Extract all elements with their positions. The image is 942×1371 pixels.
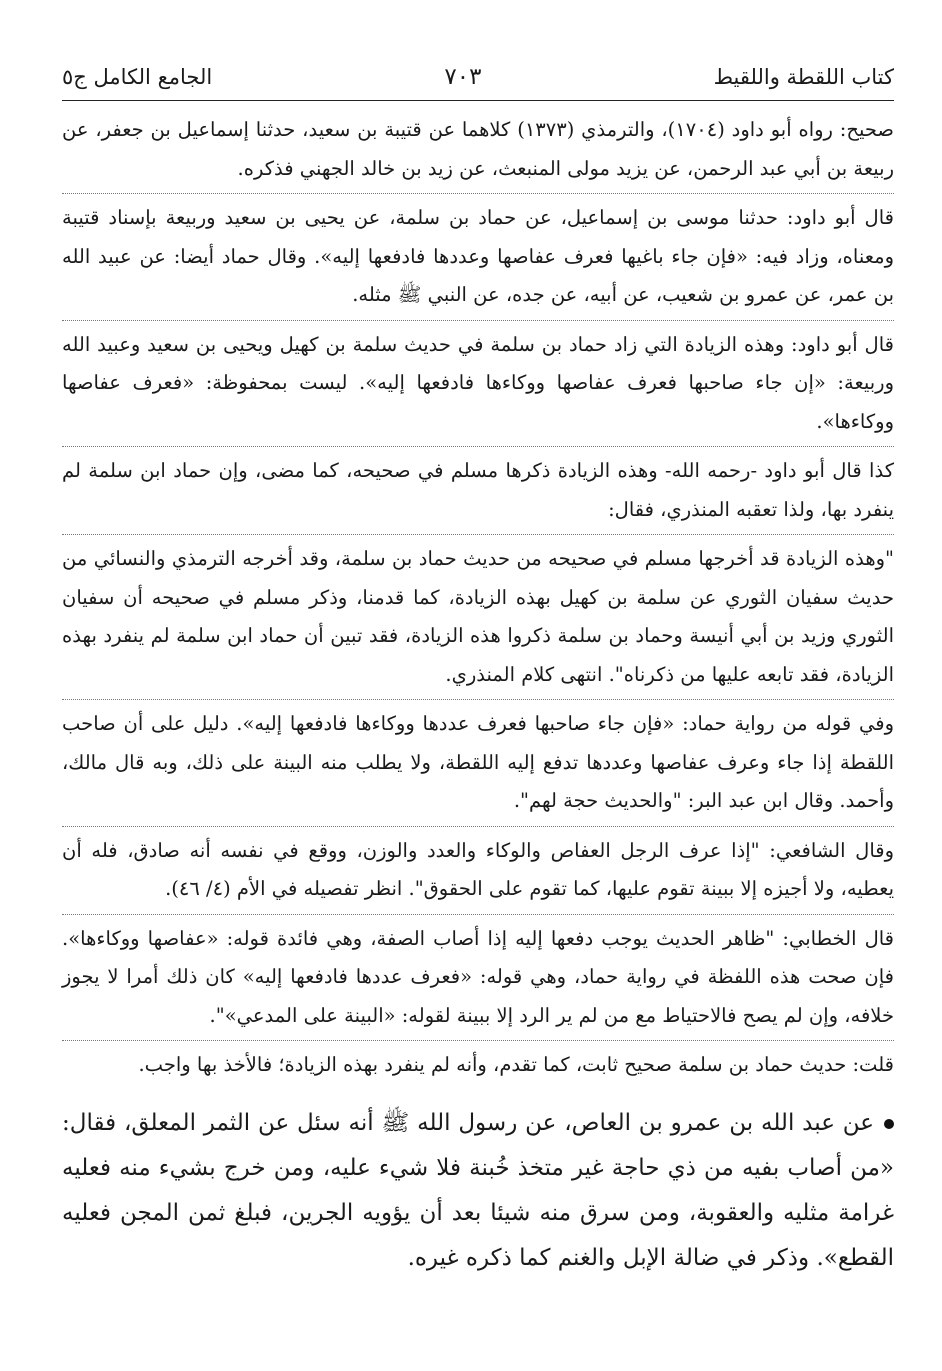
paragraph-divider xyxy=(62,914,894,915)
page-number: ٧٠٣ xyxy=(444,64,482,90)
hadith-block xyxy=(62,1101,894,1281)
paragraph: قال الخطابي: "ظاهر الحديث يوجب دفعها إليه إذا أصاب الصفة، وهي فائدة قوله: «عفاصها ووكاءها». فإن صحت هذه اللفظة في رواية حماد، وهي قوله: «فعرف عددها فادفعها إليه» كان ذلك أمرا لا يجوز خلافه، وإن لم يصح فالاحتياط مع من لم ير الرد إلا ببينة لقوله: «البينة على المدعي»". xyxy=(62,926,894,1027)
header-rule xyxy=(62,100,894,101)
hadith-text: عن عبد الله بن عمرو بن العاص، عن رسول الله ﷺ أنه سئل عن الثمر المعلق، فقال: «من أصاب بفيه من ذي حاجة غير متخذ خُبنة فلا شيء عليه، ومن خرج بشيء منه فعليه غرامة مثليه والعقوبة، ومن سرق منه شيئا بعد أن يؤويه الجرين، فبلغ ثمن المجن فعليه القطع». وذكر في ضالة الإبل والغنم كما ذكره غيره. xyxy=(62,1109,894,1271)
paragraph: صحيح: رواه أبو داود (١٧٠٤)، والترمذي (١٣٧٣) كلاهما عن قتيبة بن سعيد، حدثنا إسماعيل بن جعفر، عن ربيعة بن أبي عبد الرحمن، عن يزيد مولى المنبعث، عن زيد بن خالد الجهني فذكره. xyxy=(62,118,894,180)
paragraph-divider xyxy=(62,826,894,827)
commentary-section xyxy=(62,111,894,1087)
paragraph: كذا قال أبو داود -رحمه الله- وهذه الزيادة ذكرها مسلم في صحيحه، كما مضى، وإن حماد ابن سلمة لم ينفرد بها، ولذا تعقبه المنذري، فقال: xyxy=(62,459,894,521)
paragraph: قال أبو داود: وهذه الزيادة التي زاد حماد بن سلمة في حديث سلمة بن كهيل ويحيى بن سعيد وعبيد الله وربيعة: «إن جاء صاحبها فعرف عفاصها ووكاءها فادفعها إليه». ليست بمحفوظة: «فعرف عفاصها ووكاءها». xyxy=(62,332,894,433)
paragraph-divider xyxy=(62,534,894,535)
page-header xyxy=(62,56,894,98)
paragraph: قلت: حديث حماد بن سلمة صحيح ثابت، كما تقدم، وأنه لم ينفرد بهذه الزيادة؛ فالأخذ بها واجب. xyxy=(138,1053,894,1076)
page xyxy=(62,56,894,1281)
paragraph-divider xyxy=(62,1040,894,1041)
paragraph-divider xyxy=(62,193,894,194)
paragraph: وفي قوله من رواية حماد: «فإن جاء صاحبها فعرف عددها ووكاءها فادفعها إليه». دليل على أن صاحب اللقطة إذا جاء وعرف عفاصها وعددها تدفع إليه اللقطة، ولا يطلب منه البينة على ذلك، وبه قال مالك، وأحمد. وقال ابن عبد البر: "والحديث حجة لهم". xyxy=(62,712,894,812)
chapter-title: كتاب اللقطة واللقيط xyxy=(713,65,894,89)
paragraph-divider xyxy=(62,320,894,321)
paragraph: "وهذه الزيادة قد أخرجها مسلم في صحيحه من حديث حماد بن سلمة، وقد أخرجه الترمذي والنسائي من حديث سفيان الثوري عن سلمة بن كهيل بهذه الزيادة، كما قدمنا، وذكر مسلم في صحيحه أن سفيان الثوري وزيد بن أبي أنيسة وحماد بن سلمة ذكروا هذه الزيادة، فقد تبين أن حماد ابن سلمة لم ينفرد بهذه الزيادة، فقد تابعه عليها من ذكرناه". انتهى كلام المنذري. xyxy=(62,547,894,686)
bullet-icon xyxy=(884,1119,894,1129)
paragraph: وقال الشافعي: "إذا عرف الرجل العفاص والوكاء والعدد والوزن، ووقع في نفسه أنه صادق، فله أن يعطيه، ولا أجيزه إلا ببينة تقوم عليها، كما تقوم على الحقوق". انظر تفصيله في الأم (٤/ ٤٦). xyxy=(62,838,894,900)
paragraph-divider xyxy=(62,699,894,700)
paragraph: قال أبو داود: حدثنا موسى بن إسماعيل، عن حماد بن سلمة، عن يحيى بن سعيد وربيعة بإسناد قتيبة ومعناه، وزاد فيه: «فإن جاء باغيها فعرف عفاصها وعددها فادفعها إليه». وقال حماد أيضا: عن عبيد الله بن عمر، عن عمرو بن شعيب، عن أبيه، عن جده، عن النبي ﷺ مثله. xyxy=(62,206,894,306)
paragraph-divider xyxy=(62,446,894,447)
book-title: الجامع الكامل ج٥ xyxy=(62,65,213,89)
